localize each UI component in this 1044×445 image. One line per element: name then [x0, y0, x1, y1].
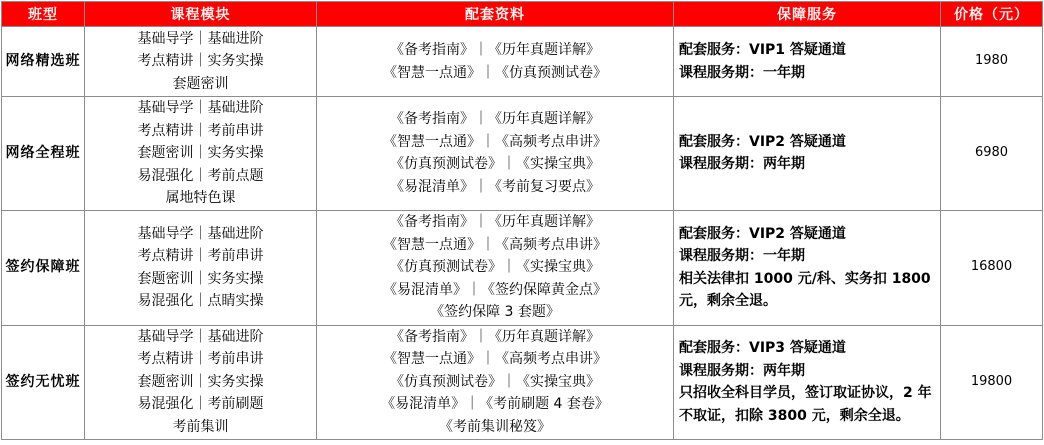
- material-line: 《易混清单》｜《考前复习要点》: [390, 178, 600, 195]
- service-line: 相关法律扣 1000 元/科、实务扣 1800 元，剩余全退。: [679, 270, 931, 309]
- service-line: 配套服务：VIP1 答疑通道: [679, 42, 846, 58]
- module-line: 基础导学｜基础进阶: [137, 30, 264, 47]
- module-line: 属地特色课: [165, 190, 236, 206]
- service-cell: [674, 27, 941, 97]
- price-cell: 19800: [941, 325, 1043, 439]
- class-type-cell: 网络全程班: [2, 97, 85, 211]
- module-line: 考点精讲｜考前串讲: [137, 351, 264, 368]
- material-line: 《智慧一点通》｜《高频考点串讲》: [383, 351, 607, 368]
- modules-cell: [85, 210, 317, 325]
- module-line: 考点精讲｜实务实操: [137, 53, 264, 70]
- modules-cell: [85, 27, 317, 97]
- material-line: 《易混清单》｜《签约保障黄金点》: [383, 281, 607, 298]
- class-type-cell: 网络精选班: [2, 27, 85, 97]
- service-line: 配套服务：VIP2 答疑通道: [679, 225, 846, 242]
- service-line: 配套服务：VIP3 答疑通道: [679, 340, 846, 356]
- material-line: 《备考指南》｜《历年真题详解》: [390, 328, 600, 345]
- module-line: 套题密训｜实务实操: [137, 145, 264, 161]
- module-line: 易混强化｜考前刷题: [137, 396, 264, 413]
- material-line: 《备考指南》｜《历年真题详解》: [390, 42, 600, 58]
- module-line: 考点精讲｜考前串讲: [137, 122, 264, 139]
- materials-cell: [317, 325, 674, 439]
- module-line: 套题密训: [172, 75, 229, 92]
- price-cell: 6980: [941, 97, 1043, 211]
- service-line: 配套服务：VIP2 答疑通道: [679, 133, 846, 150]
- service-cell: [674, 97, 941, 211]
- materials-cell: [317, 97, 674, 211]
- service-line: 课程服务期：一年期: [679, 64, 805, 81]
- header-type: 班型: [2, 2, 85, 27]
- service-line: 只招收全科目学员，签订取证协议，2 年不取证，扣除 3800 元，剩余全退。: [679, 385, 932, 424]
- table-row: [2, 210, 1043, 325]
- module-line: 易混强化｜点睛实操: [137, 293, 264, 309]
- material-line: 《备考指南》｜《历年真题详解》: [390, 111, 600, 128]
- material-line: 《备考指南》｜《历年真题详解》: [390, 214, 600, 231]
- service-cell: [674, 210, 941, 325]
- module-line: 易混强化｜考前点题: [137, 167, 264, 184]
- class-type-cell: 签约保障班: [2, 210, 85, 325]
- material-line: 《签约保障 3 套题》: [430, 304, 560, 321]
- module-line: 套题密训｜实务实操: [137, 373, 264, 390]
- modules-cell: [85, 97, 317, 211]
- material-line: 《仿真预测试卷》｜《实操宝典》: [390, 373, 600, 390]
- table-header-row: [2, 2, 1043, 27]
- price-cell: 1980: [941, 27, 1043, 97]
- course-table-wrapper: [1, 1, 1043, 440]
- modules-cell: [85, 325, 317, 439]
- material-line: 《智慧一点通》｜《高频考点串讲》: [383, 236, 607, 253]
- header-service: 保障服务: [674, 2, 941, 27]
- material-line: 《易混清单》｜《考前刷题 4 套卷》: [381, 396, 609, 413]
- module-line: 基础导学｜基础进阶: [137, 225, 264, 242]
- table-row: [2, 97, 1043, 211]
- materials-cell: [317, 27, 674, 97]
- service-line: 课程服务期：两年期: [679, 156, 805, 173]
- course-pricing-table: [1, 1, 1043, 440]
- material-line: 《考前集训秘笈》: [439, 418, 551, 435]
- class-type-cell: 签约无忧班: [2, 325, 85, 439]
- module-line: 考点精讲｜考前串讲: [137, 248, 264, 264]
- material-line: 《仿真预测试卷》｜《实操宝典》: [390, 259, 600, 276]
- service-cell: [674, 325, 941, 439]
- material-line: 《智慧一点通》｜《高频考点串讲》: [383, 133, 607, 150]
- service-line: 课程服务期：两年期: [679, 362, 805, 379]
- material-line: 《仿真预测试卷》｜《实操宝典》: [390, 156, 600, 173]
- service-line: 课程服务期：一年期: [679, 248, 805, 264]
- module-line: 套题密训｜实务实操: [137, 270, 264, 287]
- table-row: [2, 325, 1043, 439]
- material-line: 《智慧一点通》｜《仿真预测试卷》: [383, 64, 607, 81]
- materials-cell: [317, 210, 674, 325]
- module-line: 基础导学｜基础进阶: [137, 328, 264, 345]
- module-line: 基础导学｜基础进阶: [137, 100, 264, 116]
- header-module: 课程模块: [85, 2, 317, 27]
- header-price: 价格（元）: [941, 2, 1043, 27]
- price-cell: 16800: [941, 210, 1043, 325]
- table-row: [2, 27, 1043, 97]
- header-materials: 配套资料: [317, 2, 674, 27]
- module-line: 考前集训: [172, 418, 229, 435]
